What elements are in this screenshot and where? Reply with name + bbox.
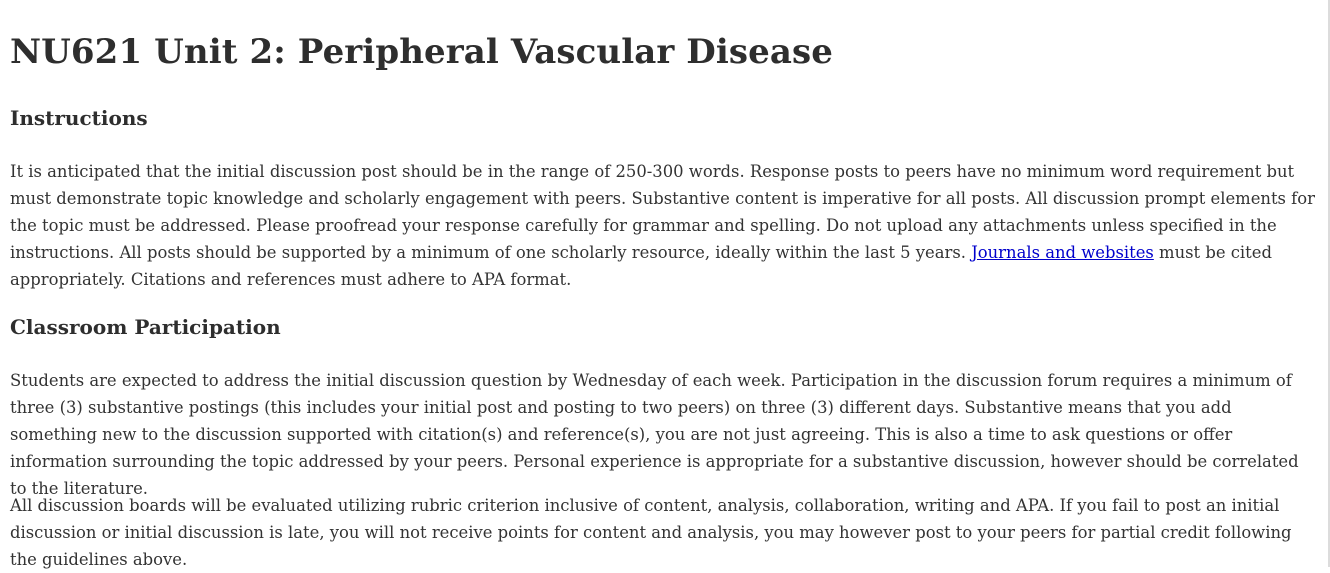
page-title: NU621 Unit 2: Peripheral Vascular Disease [10, 32, 833, 72]
instructions-text-before-link: It is anticipated that the initial discussion post should be in the range of 250-300 words. Response posts to peers have no minimum word requirement but must demonstrate topic knowledge and scholarly engagement with peers. Substantive content is imperative for all posts. All discussion prompt elements for the topic must be addressed. Please proofread your response carefully for grammar and spelling. Do not upload any attachments unless specified in the instructions. All posts should be supported by a minimum of one scholarly resource, ideally within the last 5 years. [10, 162, 1315, 262]
journals-and-websites-link[interactable]: Journals and websites [971, 243, 1154, 262]
instructions-paragraph [10, 158, 1315, 293]
participation-paragraph: Students are expected to address the initial discussion question by Wednesday of each week. Participation in the discussion forum requires a minimum of three (3) substantive postings (this includes your initial post and posting to two peers) on three (3) different days. Substantive means that you add something new to the discussion supported with citation(s) and reference(s), you are not just agreeing. This is also a time to ask questions or offer information surrounding the topic addressed by your peers. Personal experience is appropriate for a substantive discussion, however should be correlated to the literature. [10, 371, 1299, 498]
evaluation-paragraph: All discussion boards will be evaluated utilizing rubric criterion inclusive of content, analysis, collaboration, writing and APA. If you fail to post an initial discussion or initial discussion is late, you will not receive points for content and analysis, you may however post to your peers for partial credit following the guidelines above. [10, 496, 1292, 569]
classroom-participation-heading: Classroom Participation [10, 315, 281, 339]
instructions-text-after-link: must be cited appropriately. Citations and references must adhere to APA format. [10, 243, 1272, 289]
instructions-heading: Instructions [10, 106, 148, 130]
